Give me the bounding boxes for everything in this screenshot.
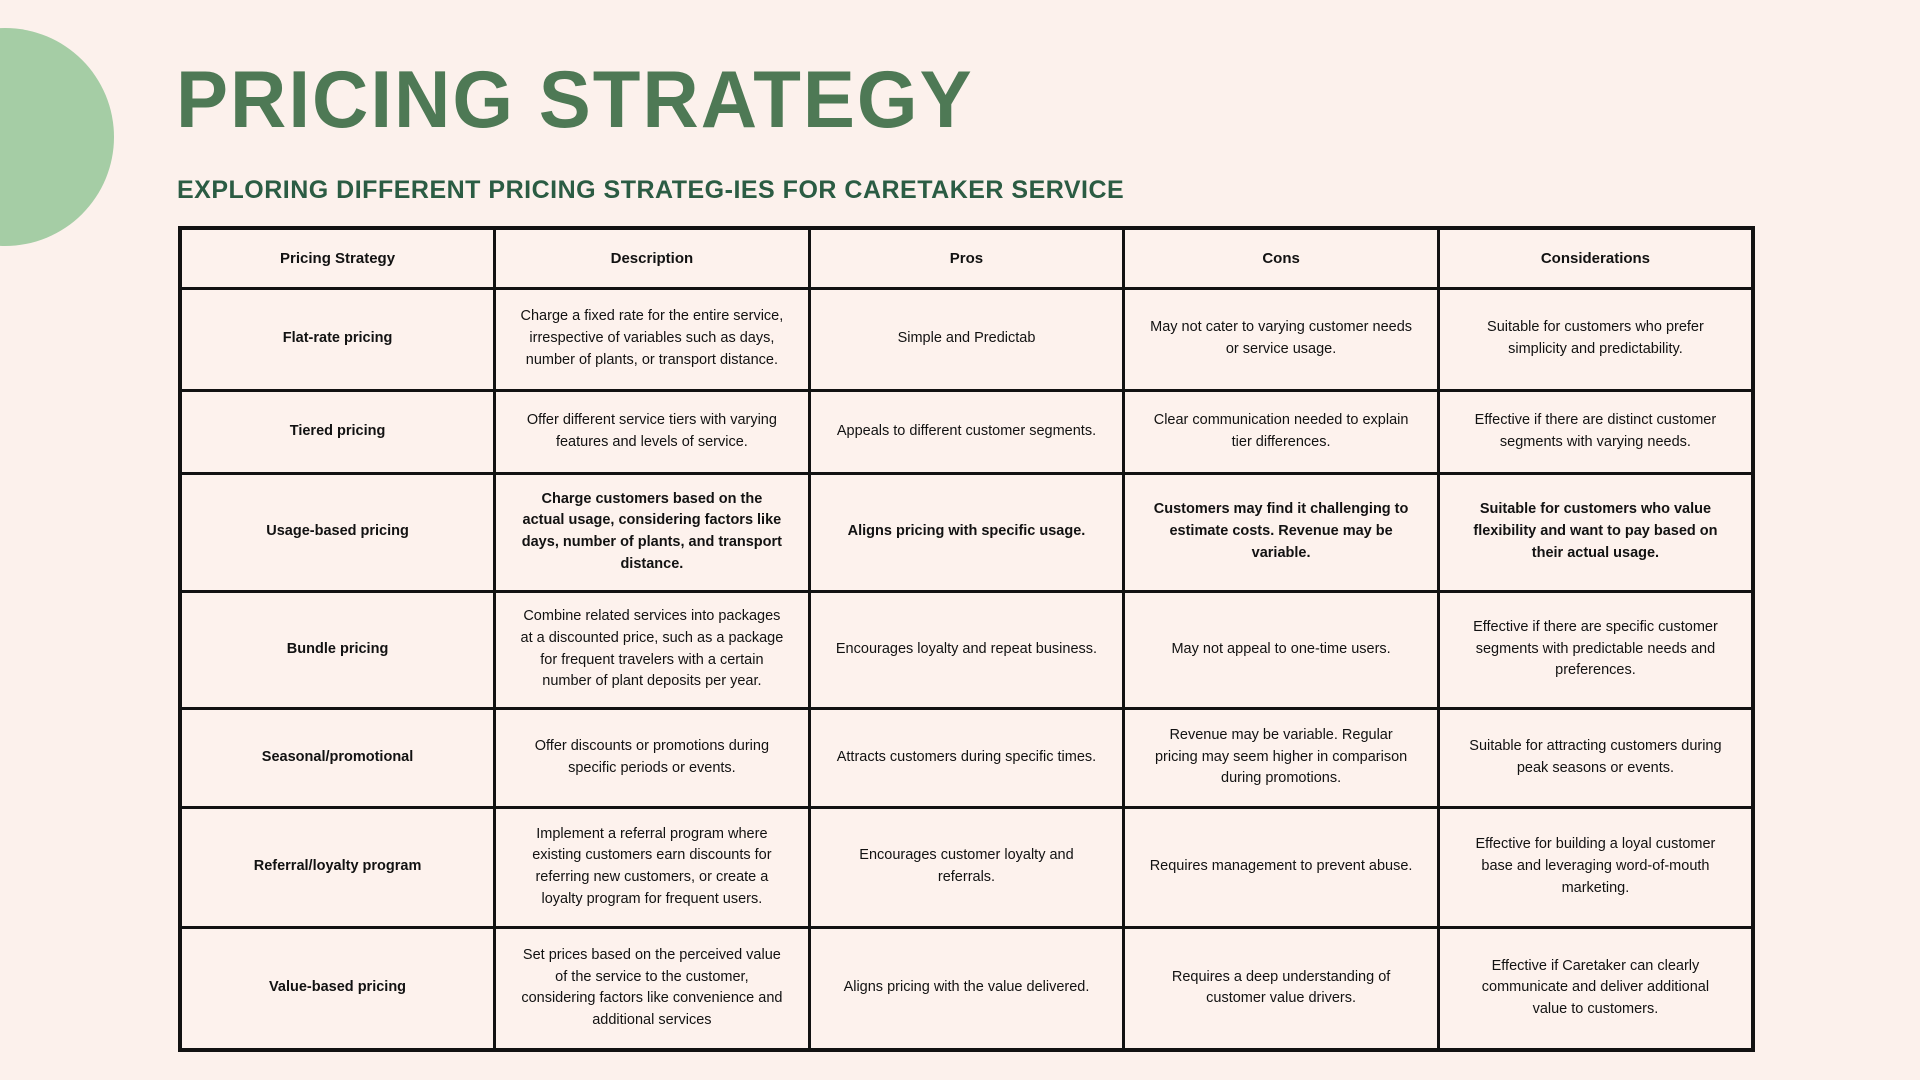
description-cell: Offer different service tiers with varying features and levels of service. [495,390,810,473]
considerations-cell: Effective if there are distinct customer segments with varying needs. [1438,390,1753,473]
table-row-tiered [180,390,1753,473]
description-cell: Implement a referral program where existing customers earn discounts for referring new customers, or create a loyalty program for frequent users. [495,807,810,927]
description-cell: Offer discounts or promotions during specific periods or events. [495,708,810,807]
considerations-cell: Suitable for customers who prefer simplicity and predictability. [1438,288,1753,390]
column-header-pricing-strategy: Pricing Strategy [180,228,495,288]
table-row-usage-based [180,473,1753,591]
cons-cell: Revenue may be variable. Regular pricing may seem higher in comparison during promotions. [1124,708,1439,807]
column-header-considerations: Considerations [1438,228,1753,288]
cons-cell: Requires management to prevent abuse. [1124,807,1439,927]
description-cell: Set prices based on the perceived value of the service to the customer, considering factors like convenience and additional services [495,927,810,1050]
pricing-strategy-table [178,226,1755,1052]
page-subtitle: EXPLORING DIFFERENT PRICING STRATEG-IES FOR CARETAKER SERVICE [177,176,1125,204]
strategy-cell: Referral/loyalty program [180,807,495,927]
considerations-cell: Suitable for attracting customers during peak seasons or events. [1438,708,1753,807]
strategy-cell: Tiered pricing [180,390,495,473]
pros-cell: Aligns pricing with specific usage. [809,473,1124,591]
column-header-pros: Pros [809,228,1124,288]
table-header-row [180,228,1753,288]
column-header-cons: Cons [1124,228,1439,288]
pros-cell: Simple and Predictab [809,288,1124,390]
column-header-description: Description [495,228,810,288]
table-row-bundle [180,591,1753,708]
cons-cell: Customers may find it challenging to estimate costs. Revenue may be variable. [1124,473,1439,591]
considerations-cell: Effective if Caretaker can clearly communicate and deliver additional value to customers. [1438,927,1753,1050]
pros-cell: Encourages customer loyalty and referrals. [809,807,1124,927]
pros-cell: Encourages loyalty and repeat business. [809,591,1124,708]
cons-cell: May not cater to varying customer needs or service usage. [1124,288,1439,390]
strategy-cell: Usage-based pricing [180,473,495,591]
description-cell: Charge customers based on the actual usage, considering factors like days, number of plants, and transport distance. [495,473,810,591]
cons-cell: May not appeal to one-time users. [1124,591,1439,708]
considerations-cell: Effective for building a loyal customer base and leveraging word-of-mouth marketing. [1438,807,1753,927]
strategy-cell: Value-based pricing [180,927,495,1050]
strategy-cell: Flat-rate pricing [180,288,495,390]
considerations-cell: Suitable for customers who value flexibility and want to pay based on their actual usage. [1438,473,1753,591]
considerations-cell: Effective if there are specific customer segments with predictable needs and preferences. [1438,591,1753,708]
green-circle-decoration [0,28,114,246]
cons-cell: Requires a deep understanding of customer value drivers. [1124,927,1439,1050]
table-row-value-based [180,927,1753,1050]
description-cell: Combine related services into packages at a discounted price, such as a package for frequent travelers with a certain number of plant deposits per year. [495,591,810,708]
pros-cell: Aligns pricing with the value delivered. [809,927,1124,1050]
table-row-referral [180,807,1753,927]
pros-cell: Attracts customers during specific times. [809,708,1124,807]
pros-cell: Appeals to different customer segments. [809,390,1124,473]
table-row-flat-rate [180,288,1753,390]
strategy-cell: Seasonal/promotional [180,708,495,807]
table-row-seasonal [180,708,1753,807]
strategy-cell: Bundle pricing [180,591,495,708]
description-cell: Charge a fixed rate for the entire service, irrespective of variables such as days, number of plants, or transport distance. [495,288,810,390]
page-title: PRICING STRATEGY [176,53,974,145]
cons-cell: Clear communication needed to explain tier differences. [1124,390,1439,473]
